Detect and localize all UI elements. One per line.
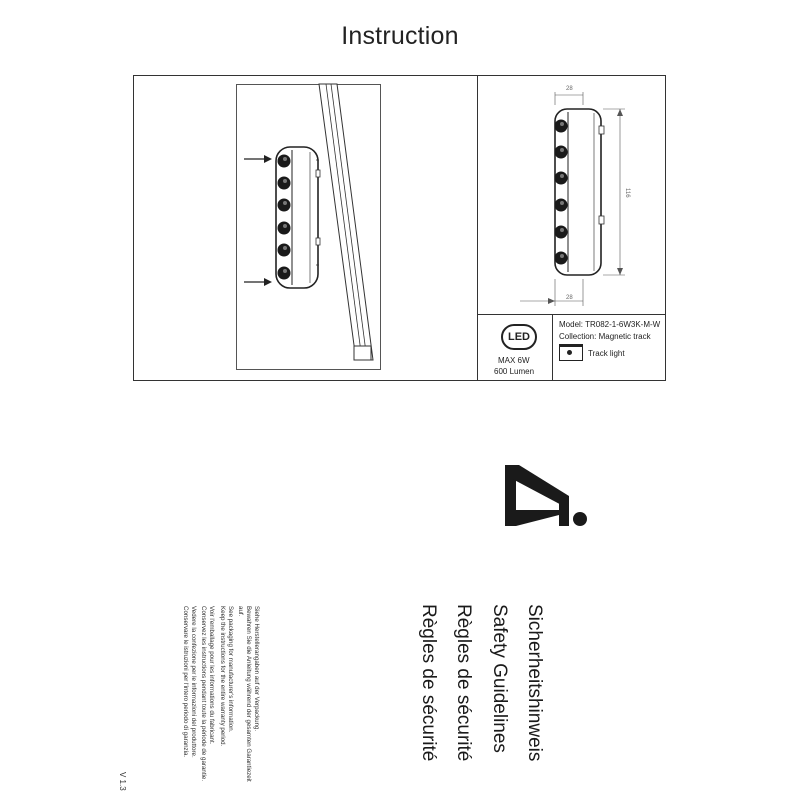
luminaire-dimension-drawing <box>520 92 625 306</box>
safety-text-fr-2: Conservez les instructions pendant toute la période de garantie. <box>200 606 207 782</box>
safety-text-de-2: Bewahren Sie die Anleitung während der gesamten Garantiezeit <box>245 606 252 782</box>
safety-heading-fr: Règles de sécurité <box>453 604 474 762</box>
page-title: Instruction <box>341 22 459 50</box>
arrow-icon <box>244 278 272 286</box>
dimension-top-label: 28 <box>566 86 573 92</box>
arrow-icon <box>244 155 272 163</box>
safety-heading-de: Sicherheitshinweis <box>524 604 545 762</box>
brand-logo <box>505 465 587 526</box>
dimension-height-label: 116 <box>624 188 630 198</box>
safety-text-en-1: See packaging for manufacturer's information. <box>227 606 234 733</box>
safety-heading-en: Safety Guidelines <box>489 604 510 753</box>
safety-text-de-1: Siehe Herstellerangaben auf der Verpackung. <box>253 606 260 732</box>
luminaire-side-drawing <box>276 147 320 288</box>
track-light-icon <box>559 344 583 361</box>
dimension-bottom-label: 28 <box>566 295 573 301</box>
safety-text-it-2: Conservare le istruzioni per l'intero periodo di garanzia. <box>182 606 189 758</box>
model-number: Model: TR082-1-6W3K-M-W <box>559 320 661 329</box>
lumen-value: 600 Lumen <box>494 367 535 376</box>
safety-heading-fr-2: Règles de sécurité <box>418 604 439 762</box>
collection-name: Collection: Magnetic track <box>559 332 651 341</box>
safety-text-fr-1: Voir l'emballage pour les informations du fabricant. <box>208 606 215 745</box>
max-power: MAX 6W <box>498 356 530 365</box>
safety-text-it-1: Vedere la confezione per le informazioni del produttore. <box>190 606 197 758</box>
track-type: Track light <box>588 349 625 358</box>
safety-text-en-2: Keep the instructions for the entire warranty period. <box>219 606 226 747</box>
led-badge: LED <box>501 324 537 350</box>
version-label: V 1.3 <box>118 772 127 791</box>
track-rail-drawing <box>319 84 373 360</box>
safety-text-de-3: auf. <box>237 606 244 617</box>
